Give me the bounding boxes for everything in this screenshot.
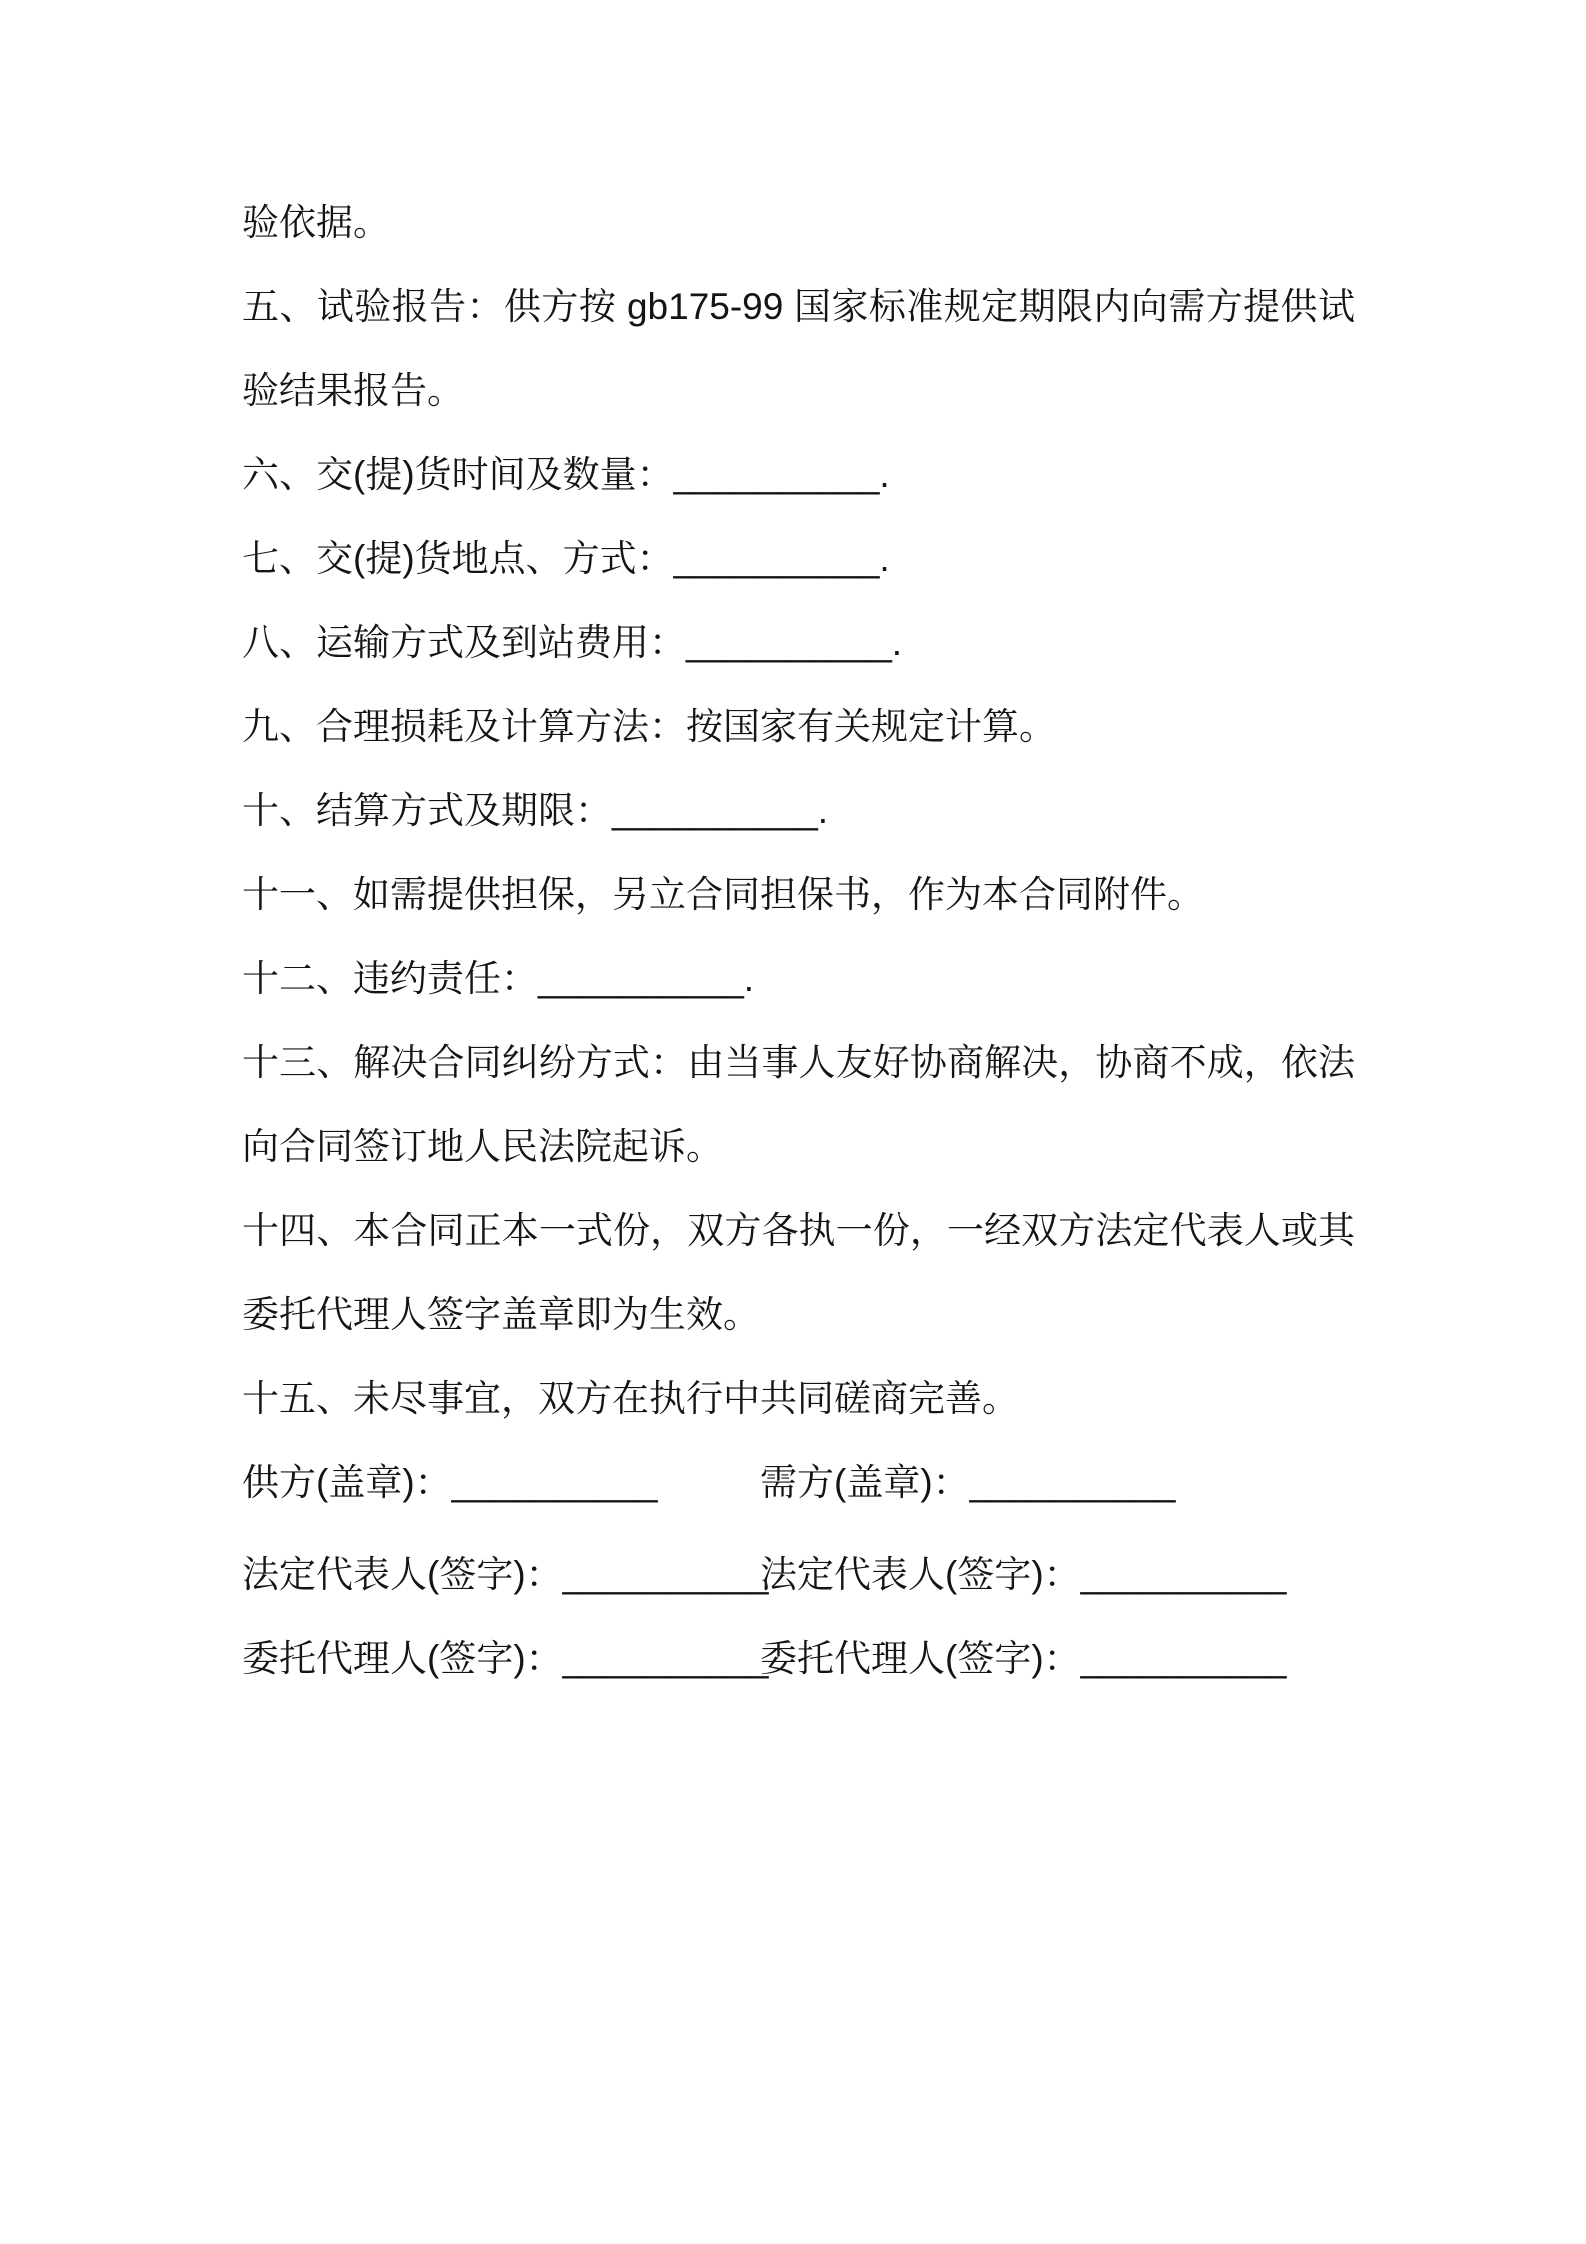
clause-15-other-matters: 十五、未尽事宜，双方在执行中共同磋商完善。 <box>242 1378 1019 1419</box>
supplier-seal-field: 供方(盖章)：__________ <box>242 1462 658 1503</box>
clause-14-line-2: 委托代理人签字盖章即为生效。 <box>242 1294 760 1335</box>
buyer-legal-rep-field: 法定代表人(签字)：__________ <box>760 1554 1287 1595</box>
signature-row-legal-rep <box>242 1533 1355 1617</box>
clause-6-delivery-time: 六、交(提)货时间及数量：__________. <box>242 454 890 495</box>
clause-12-liability: 十二、违约责任：__________. <box>242 958 755 999</box>
contract-body <box>242 181 1355 1701</box>
buyer-agent-field: 委托代理人(签字)：__________ <box>760 1638 1287 1679</box>
clause-5-line-2: 验结果报告。 <box>242 370 464 411</box>
clause-7-delivery-place: 七、交(提)货地点、方式：__________. <box>242 538 890 579</box>
clause-11-guarantee: 十一、如需提供担保，另立合同担保书，作为本合同附件。 <box>242 874 1204 915</box>
signature-block <box>242 1441 1355 1701</box>
signature-row-seal <box>242 1441 1355 1525</box>
supplier-legal-rep-field: 法定代表人(签字)：__________ <box>242 1554 769 1595</box>
signature-row-agent <box>242 1617 1355 1701</box>
buyer-seal-field: 需方(盖章)：__________ <box>760 1462 1176 1503</box>
clause-10-settlement: 十、结算方式及期限：__________. <box>242 790 829 831</box>
supplier-agent-field: 委托代理人(签字)：__________ <box>242 1638 769 1679</box>
clause-14-line-1: 十四、本合同正本一式份，双方各执一份，一经双方法定代表人或其 <box>242 1210 1355 1251</box>
clause-13-line-2: 向合同签订地人民法院起诉。 <box>242 1126 723 1167</box>
clause-8-transport: 八、运输方式及到站费用：__________. <box>242 622 903 663</box>
clause-13-line-1: 十三、解决合同纠纷方式：由当事人友好协商解决，协商不成，依法 <box>242 1042 1355 1083</box>
clause-9-loss-calculation: 九、合理损耗及计算方法：按国家有关规定计算。 <box>242 706 1056 747</box>
clause-4-continued-line: 验依据。 <box>242 202 390 243</box>
clause-5-line-1: 五、试验报告：供方按 gb175-99 国家标准规定期限内向需方提供试 <box>242 286 1355 327</box>
